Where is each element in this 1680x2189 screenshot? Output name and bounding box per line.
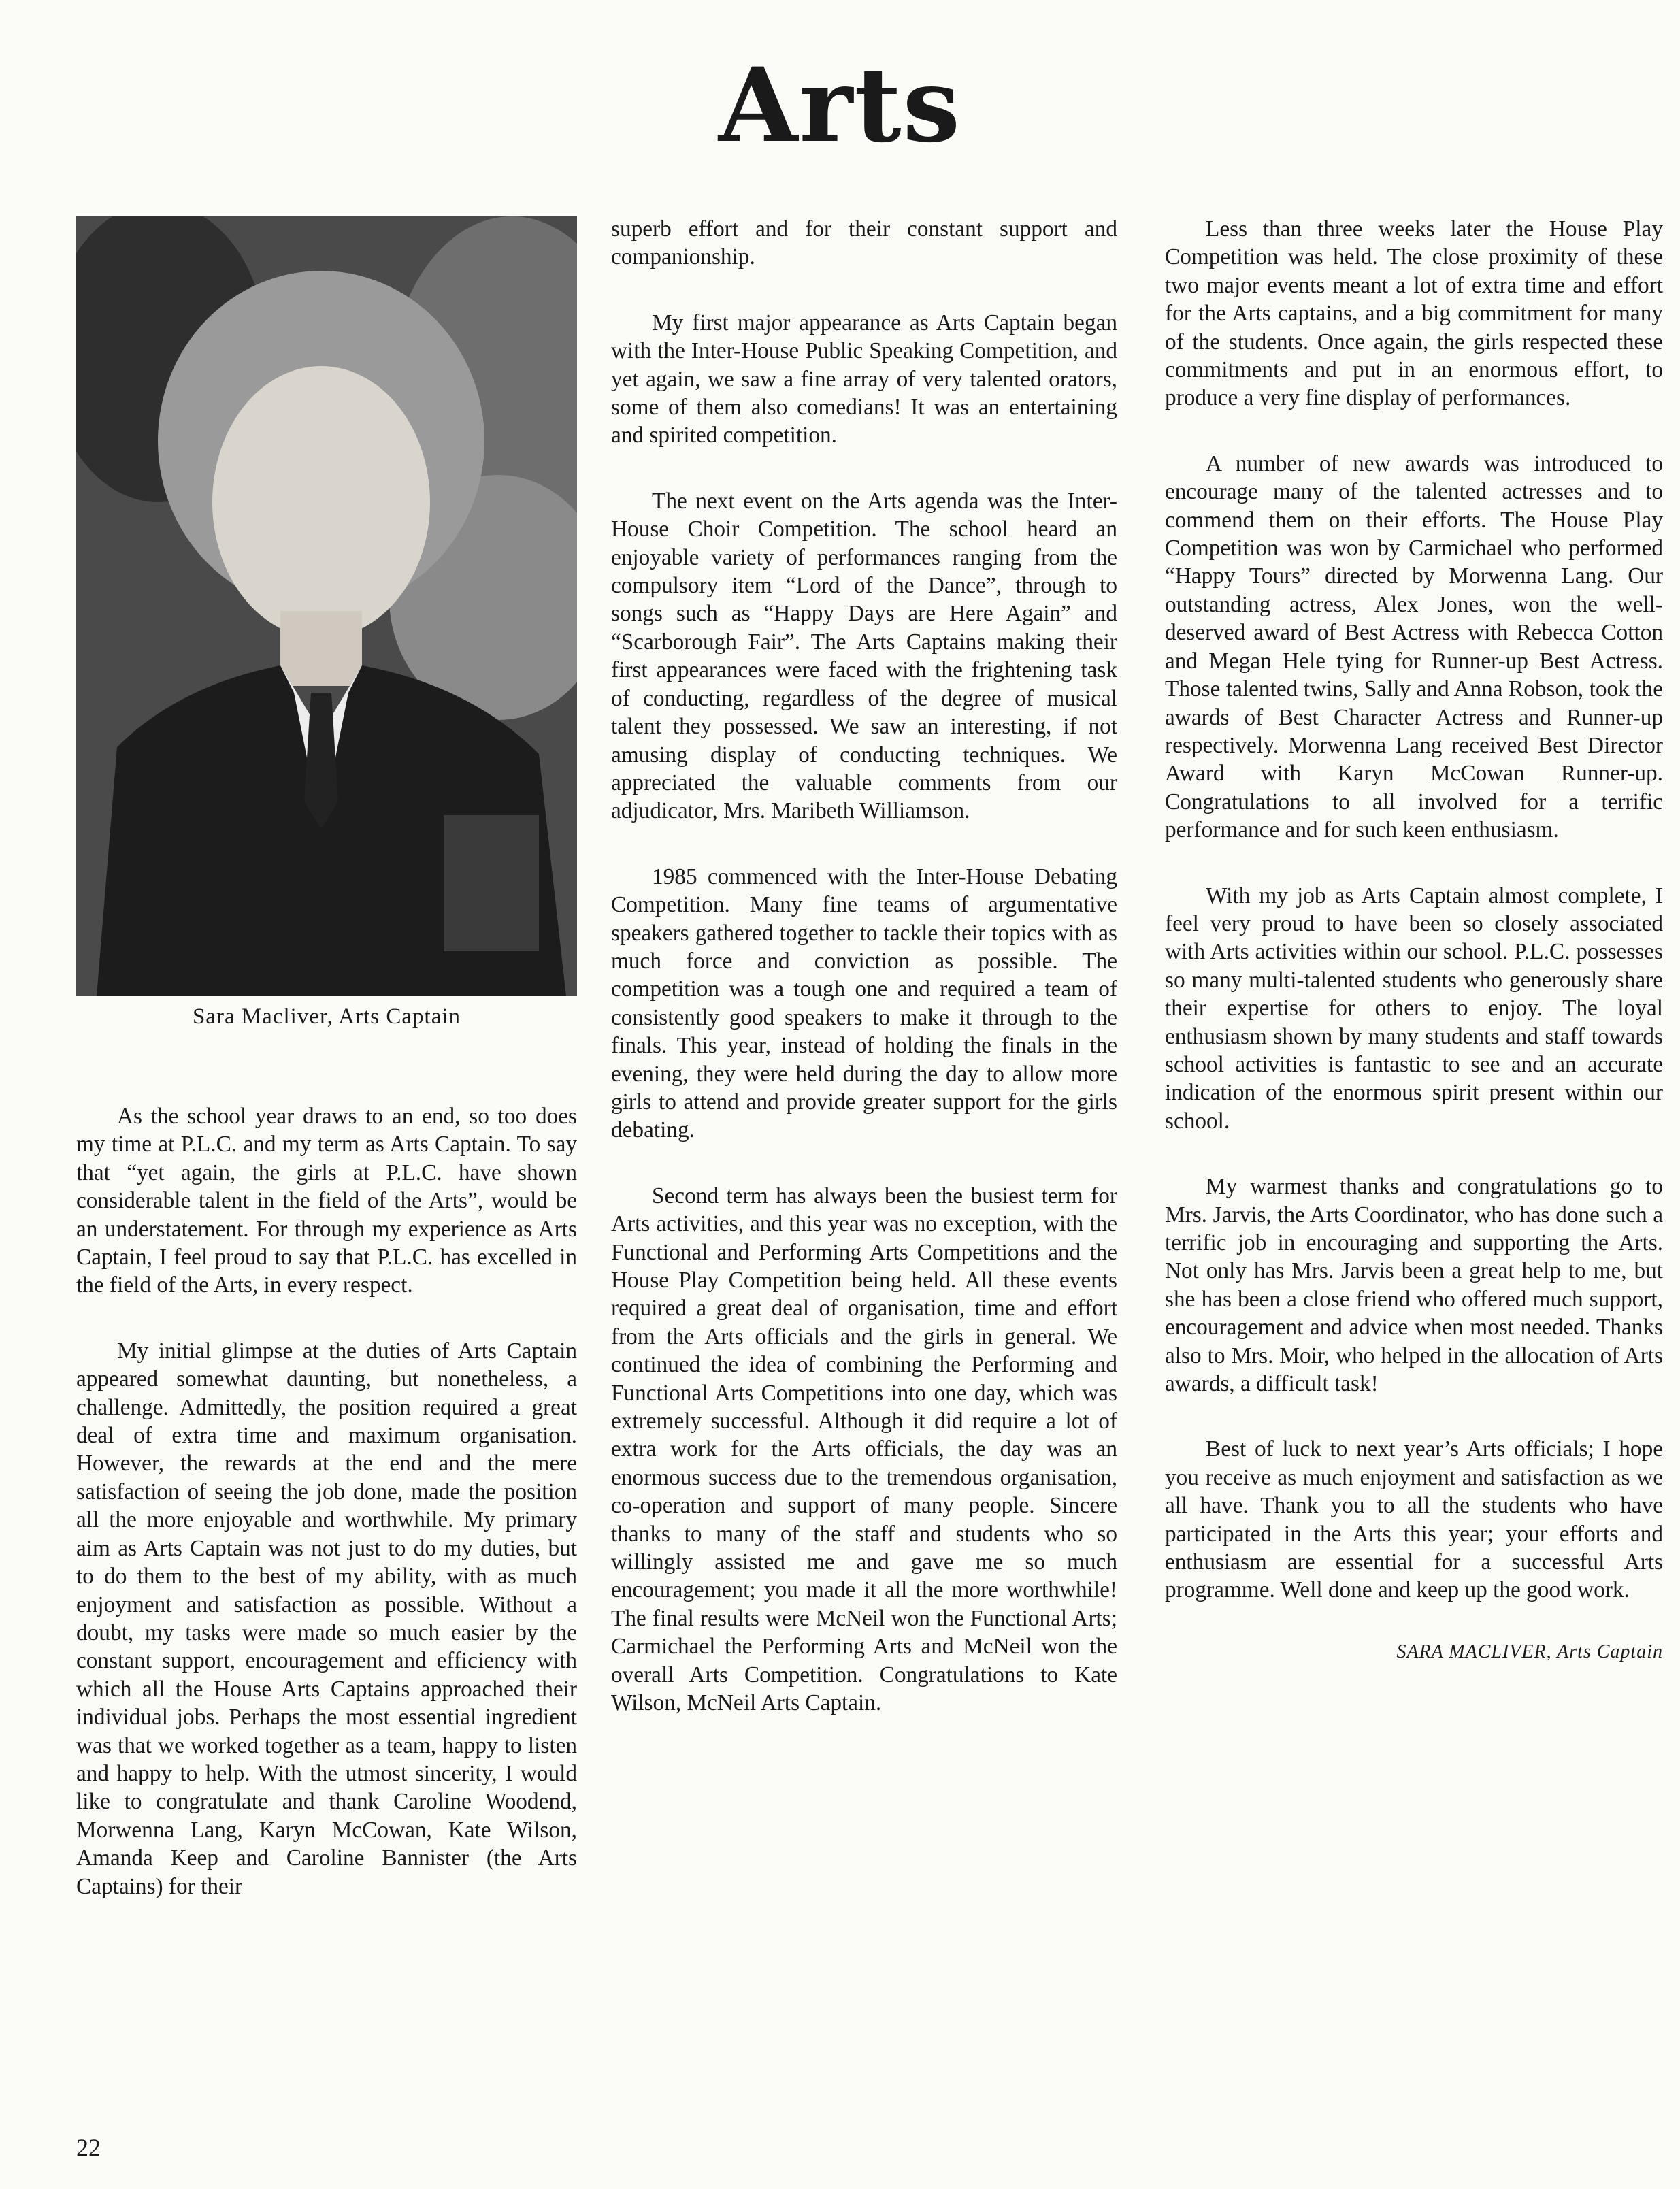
page-title: Arts — [718, 46, 962, 165]
paragraph: My first major appearance as Arts Captain began with the Inter-House Public Speaking Competition, and yet again, we saw a fine array of very talented orators, some of them also comedians! It was an entertaining and spirited competition. — [611, 310, 1117, 448]
paragraph: The next event on the Arts agenda was the Inter-House Choir Competition. The school heard an enjoyable variety of performances ranging from the compulsory item “Lord of the Dance”, through to songs such as “Happy Days are Here Again” and “Scarborough Fair”. The Arts Captains making their first appearances were faced with the frightening task of conducting, regardless of the degree of musical talent they possessed. We saw an interesting, if not amusing display of conducting techniques. We appreciated the valuable comments from our adjudicator, Mrs. Maribeth Williamson. — [611, 488, 1117, 824]
paragraph: Less than three weeks later the House Play Competition was held. The close proximity of these two major events meant a lot of extra time and effort for the Arts captains, and a big commitment for many of the students. Once again, the girls respected these commitments and put in an enormous effort, to produce a very fine display of performances. — [1165, 216, 1663, 411]
paragraph: As the school year draws to an end, so too does my time at P.L.C. and my term as Arts Captain. To say that “yet again, the girls at P.L.C. have shown considerable talent in the field of the Arts”, would be an understatement. For through my experience as Arts Captain, I feel proud to say that P.L.C. has excelled in the field of the Arts, in every respect. — [76, 1104, 577, 1298]
paragraph: With my job as Arts Captain almost complete, I feel very proud to have been so closely associated with Arts activities within our school. P.L.C. possesses so many multi-talented students who generously share their expertise for others to enjoy. The loyal enthusiasm shown by many students and staff towards school activities is fantastic to see and an accurate indication of the enormous spirit present within our school. — [1165, 883, 1663, 1134]
paragraph: Best of luck to next year’s Arts officials; I hope you receive as much enjoyment and satisfaction as we all have. Thank you to all the students who have participated in the Arts this year; your efforts and enthusiasm are essential for a successful Arts programme. Well done and keep up the good work. — [1165, 1436, 1663, 1603]
paragraph: My initial glimpse at the duties of Arts Captain appeared somewhat daunting, but nonetheless, a challenge. Admittedly, the position required a great deal of extra time and maximum organisation. However, the rewards at the end and the mere satisfaction of seeing the job done, made the position all the more enjoyable and worthwhile. My primary aim as Arts Captain was not just to do my duties, but to do them to the best of my ability, with as much enjoyment and satisfaction as possible. Without a doubt, my tasks were made so much easier by the constant support, encouragement and efficiency with which all the House Arts Captains approached their individual jobs. Perhaps the most essential ingredient was that we worked together as a team, happy to listen and happy to help. With the utmost sincerity, I would like to congratulate and thank Caroline Woodend, Morwenna Lang, Karyn McCowan, Kate Wilson, Amanda Keep and Caroline Bannister (the Arts Captains) for their — [76, 1338, 577, 1899]
paragraph: A number of new awards was introduced to encourage many of the talented actresses and to commend them on their efforts. The House Play Competition was won by Carmichael who performed “Happy Tours” directed by Morwenna Lang. Our outstanding actress, Alex Jones, won the well-deserved award of Best Actress with Rebecca Cotton and Megan Hele tying for Runner-up Best Actress. Those talented twins, Sally and Anna Robson, took the awards of Best Character Actress and Runner-up respectively. Morwenna Lang received Best Director Award with Karyn McCowan Runner-up. Congratulations to all involved for a terrific performance and for such keen enthusiasm. — [1165, 450, 1663, 843]
portrait-photo — [76, 216, 577, 996]
author-signature: SARA MACLIVER, Arts Captain — [1396, 1641, 1663, 1662]
paragraph: Second term has always been the busiest term for Arts activities, and this year was no exception, with the Functional and Performing Arts Competitions and the House Play Competition being held. All these events required a great deal of organisation, time and effort from the Arts officials and the girls in general. We continued the idea of combining the Performing and Functional Arts Competitions into one day, which was extremely successful. Although it did require a lot of extra work for the Arts officials, the day was an enormous success due to the tremendous organisation, co-operation and support of many people. Sincere thanks to many of the staff and students who so willingly assisted me and gave me so much encouragement; you made it all the more worthwhile! The final results were McNeil won the Functional Arts; Carmichael the Performing Arts and McNeil won the overall Arts Competition. Congratulations to Kate Wilson, McNeil Arts Captain. — [611, 1183, 1117, 1716]
article-column-3 — [1165, 215, 1663, 1666]
page-number: 22 — [76, 2134, 101, 2161]
article-column-2 — [611, 215, 1117, 1755]
paragraph: superb effort and for their constant support and companionship. — [611, 216, 1117, 270]
paragraph: My warmest thanks and congratulations go to Mrs. Jarvis, the Arts Coordinator, who has done such a terrific job in encouraging and supporting the Arts. Not only has Mrs. Jarvis been a great help to me, but she has been a close friend who offered much support, encouragement and advice when most needed. Thanks also to Mrs. Moir, who helped in the allocation of Arts awards, a difficult task! — [1165, 1174, 1663, 1397]
paragraph: 1985 commenced with the Inter-House Debating Competition. Many fine teams of argumentative speakers gathered together to tackle their topics with as much force and conviction as possible. The competition was a tough one and required a team of consistently good speakers to make it through to the finals. This year, instead of holding the finals in the evening, they were held during the day to allow more girls to attend and provide greater support for the girls debating. — [611, 863, 1117, 1143]
photo-caption: Sara Macliver, Arts Captain — [192, 1004, 461, 1029]
article-column-1 — [76, 1102, 577, 1938]
